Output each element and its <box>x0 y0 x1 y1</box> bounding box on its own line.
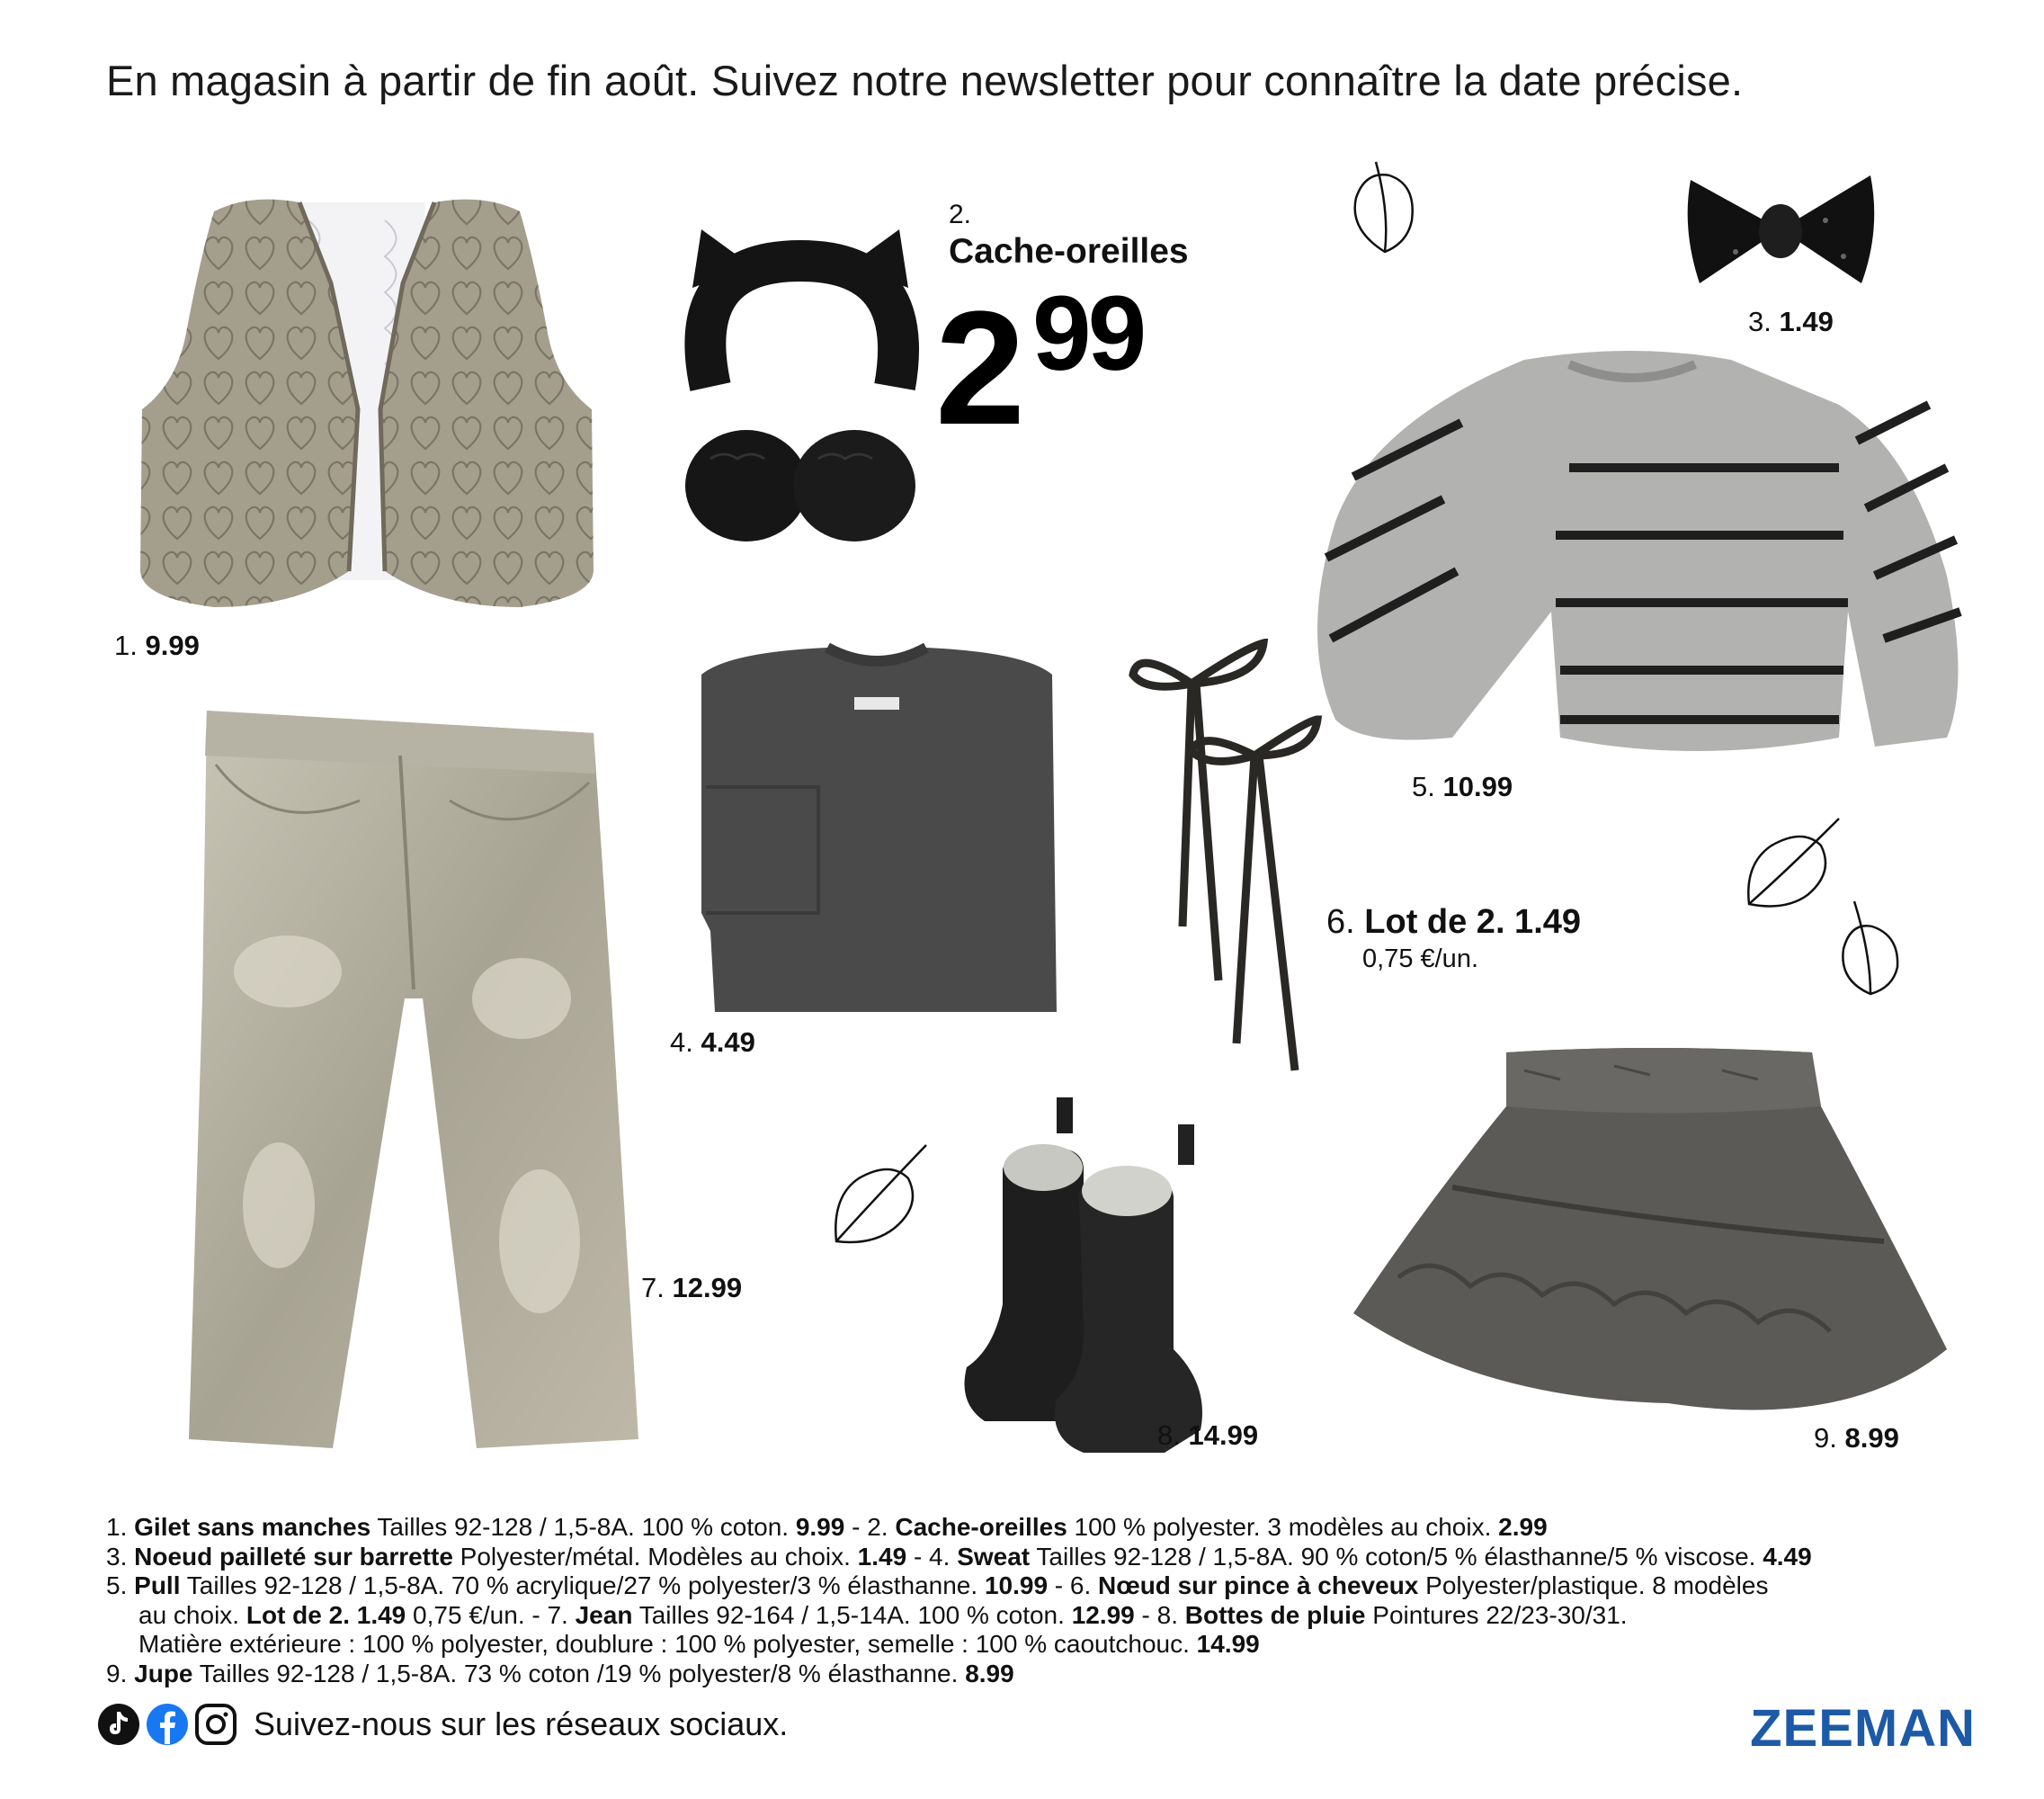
product-number: 6. <box>1326 903 1355 941</box>
big-price-cents: 99 <box>1032 274 1144 393</box>
leaf-icon <box>1834 900 1906 998</box>
product-skirt-image <box>1344 1043 1956 1439</box>
product-price: 14.99 <box>1188 1419 1259 1451</box>
product-earmuffs-image <box>674 225 926 549</box>
product-number: 1. <box>114 630 138 661</box>
product-pullover-image <box>1299 342 1974 765</box>
headline: En magasin à partir de fin août. Suivez notre newsletter pour connaître la date précise. <box>106 57 1744 104</box>
product-ribbon-clips-image <box>1129 639 1326 1079</box>
product-rain-boots-image <box>949 1097 1218 1457</box>
product-price: 4.49 <box>701 1026 755 1058</box>
product-number: 8. <box>1157 1419 1181 1451</box>
product-number: 3. <box>1748 306 1772 337</box>
social-text: Suivez-nous sur les réseaux sociaux. <box>254 1705 789 1742</box>
price-label-5 <box>1412 771 1513 803</box>
big-price-main: 2 <box>935 278 1021 459</box>
price-label-1 <box>114 630 200 662</box>
product-descriptions <box>106 1513 2013 1688</box>
product-jeans-image <box>180 702 647 1466</box>
price-label-3 <box>1748 306 1834 338</box>
product-bow-image <box>1682 166 1879 301</box>
unit-price-6: 0,75 €/un. <box>1362 944 1478 973</box>
product-number: 9. <box>1814 1422 1837 1454</box>
lot-label-6 <box>1326 903 1581 942</box>
product-price: 8.99 <box>1844 1422 1899 1454</box>
tiktok-icon[interactable] <box>97 1703 140 1746</box>
product-vest-image <box>115 184 619 634</box>
product-price: 10.99 <box>1442 771 1513 802</box>
product-number-2: 2. <box>949 200 972 229</box>
description-line: 1. Gilet sans manches Tailles 92-128 / 1,5-8A. 100 % coton. 9.99 - 2. Cache-oreilles 100 % polyester. 3 modèles au choix. 2.99 <box>106 1513 1548 1541</box>
product-title-2: Cache-oreilles <box>949 232 1189 271</box>
product-price: 1.49 <box>1779 306 1834 337</box>
price-label-8 <box>1157 1419 1258 1452</box>
description-line: au choix. Lot de 2. 1.49 0,75 €/un. - 7. Jean Tailles 92-164 / 1,5-14A. 100 % coton. 12.99 - 8. Bottes de pluie Pointures 22/23-30/31. <box>138 1600 1628 1629</box>
leaf-icon <box>1745 814 1843 913</box>
leaf-icon <box>1349 157 1421 256</box>
leaf-icon <box>832 1142 931 1246</box>
price-label-4 <box>670 1026 755 1059</box>
facebook-icon[interactable] <box>146 1703 189 1746</box>
product-price: 12.99 <box>672 1272 743 1303</box>
social-links <box>97 1703 788 1746</box>
product-number: 5. <box>1412 771 1435 802</box>
product-lot-price: Lot de 2. 1.49 <box>1364 903 1582 941</box>
description-line: 9. Jupe Tailles 92-128 / 1,5-8A. 73 % coton /19 % polyester/8 % élasthanne. 8.99 <box>106 1659 1014 1687</box>
price-label-7 <box>641 1272 742 1304</box>
description-line: Matière extérieure : 100 % polyester, doublure : 100 % polyester, semelle : 100 % caoutchouc. 14.99 <box>138 1630 1260 1658</box>
instagram-icon[interactable] <box>194 1703 237 1746</box>
price-label-9 <box>1814 1422 1899 1454</box>
product-price: 9.99 <box>145 630 200 661</box>
product-number: 7. <box>641 1272 665 1303</box>
description-line: 5. Pull Tailles 92-128 / 1,5-8A. 70 % acrylique/27 % polyester/3 % élasthanne. 10.99 - 6. Nœud sur pince à cheveux Polyester/plastique. 8 modèles <box>106 1571 1769 1599</box>
product-number: 4. <box>670 1026 693 1058</box>
product-sweat-image <box>692 643 1061 1021</box>
description-line: 3. Noeud pailleté sur barrette Polyester/métal. Modèles au choix. 1.49 - 4. Sweat Tailles 92-128 / 1,5-8A. 90 % coton/5 % élasthanne/5 % viscose. 4.49 <box>106 1542 1812 1571</box>
zeeman-logo: ZEEMAN <box>1750 1699 1976 1758</box>
